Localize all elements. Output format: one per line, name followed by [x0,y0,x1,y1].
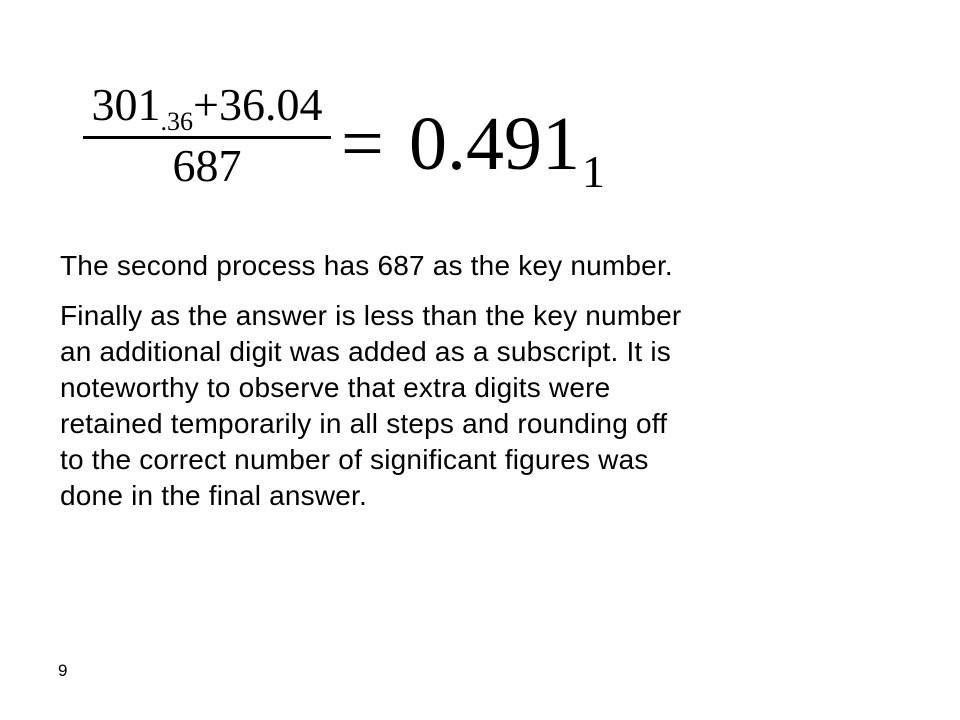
text-line: The second process has 687 as the key number. [60,250,673,281]
fraction-bar [83,136,331,139]
numerator-rest: +36.04 [193,79,323,130]
text-line: an additional digit was added as a subscript. It is [60,336,671,367]
text-line: noteworthy to observe that extra digits were [60,372,611,403]
text-line: retained temporarily in all steps and rounding off [60,408,668,439]
paragraph-explanation [60,298,920,514]
result [409,102,605,197]
text-line: Finally as the answer is less than the key number [60,300,682,331]
equals-sign: = [341,102,384,186]
fraction [83,80,331,190]
result-subscript: 1 [582,146,605,197]
body-text [60,248,920,528]
text-line: to the correct number of significant figures was [60,444,649,475]
text-line: done in the final answer. [60,480,367,511]
paragraph-key-number [60,248,920,284]
denominator: 687 [172,140,242,191]
slide-number: 9 [58,661,68,680]
numerator-subscript: .36 [160,107,194,136]
numerator-main: 301 [91,79,161,130]
numerator [83,79,331,136]
result-main: 0.491 [409,102,580,186]
